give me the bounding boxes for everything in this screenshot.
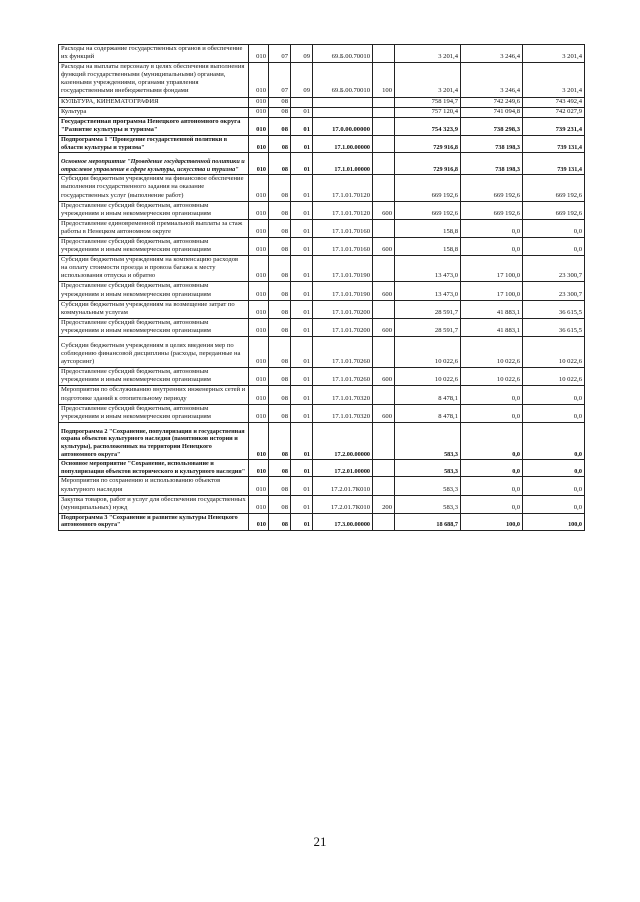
row-name: Предоставление единовременной премиальной выплаты за стаж работы в Ненецком автономном округе <box>59 219 249 237</box>
table-row <box>59 495 585 513</box>
row-section: 08 <box>269 422 291 459</box>
row-amount-year-1: 583,3 <box>395 477 461 495</box>
row-subsection: 01 <box>291 477 313 495</box>
row-subsection: 01 <box>291 117 313 135</box>
row-amount-year-3: 23 300,7 <box>523 256 585 282</box>
row-expense-type: 600 <box>373 318 395 336</box>
row-expense-type: 600 <box>373 237 395 255</box>
row-subsection: 01 <box>291 153 313 175</box>
row-amount-year-2: 738 198,3 <box>461 153 523 175</box>
row-subsection: 01 <box>291 282 313 300</box>
table-row <box>59 318 585 336</box>
row-name: Субсидии бюджетным учреждениям в целях введения мер по соблюдению финансовой дисциплины (расходы, переданные на аутсорсинг) <box>59 337 249 368</box>
table-row <box>59 107 585 117</box>
row-target-article: 17.2.01.00000 <box>313 460 373 477</box>
row-name: Подпрограмма 1 "Проведение государственной политики в области культуры и туризма" <box>59 135 249 152</box>
row-amount-year-1: 583,3 <box>395 495 461 513</box>
row-amount-year-3: 10 022,6 <box>523 368 585 386</box>
row-amount-year-1: 758 194,7 <box>395 97 461 107</box>
row-expense-type <box>373 386 395 404</box>
row-expense-type <box>373 219 395 237</box>
row-amount-year-1: 28 591,7 <box>395 300 461 318</box>
budget-table-body <box>59 45 585 531</box>
table-row <box>59 219 585 237</box>
row-amount-year-3: 739 131,4 <box>523 135 585 152</box>
row-grbs: 010 <box>249 97 269 107</box>
row-amount-year-2: 0,0 <box>461 422 523 459</box>
row-amount-year-3: 739 131,4 <box>523 153 585 175</box>
table-row <box>59 460 585 477</box>
row-amount-year-2: 3 246,4 <box>461 63 523 97</box>
row-expense-type <box>373 300 395 318</box>
row-amount-year-2: 741 094,8 <box>461 107 523 117</box>
row-amount-year-2: 738 198,3 <box>461 135 523 152</box>
row-amount-year-1: 18 688,7 <box>395 513 461 530</box>
row-name: Расходы на содержание государственных органов и обеспечение их функций <box>59 45 249 63</box>
row-target-article: 17.1.01.70260 <box>313 337 373 368</box>
row-amount-year-3: 0,0 <box>523 477 585 495</box>
row-grbs: 010 <box>249 237 269 255</box>
row-grbs: 010 <box>249 386 269 404</box>
row-name: Основное мероприятие "Сохранение, использование и популяризация объектов исторического и культурного наследия" <box>59 460 249 477</box>
row-amount-year-1: 754 323,9 <box>395 117 461 135</box>
row-expense-type <box>373 175 395 201</box>
row-grbs: 010 <box>249 513 269 530</box>
row-section: 08 <box>269 175 291 201</box>
row-amount-year-1: 13 473,0 <box>395 256 461 282</box>
row-amount-year-1: 669 192,6 <box>395 201 461 219</box>
row-amount-year-2: 669 192,6 <box>461 175 523 201</box>
table-row <box>59 45 585 63</box>
row-section: 08 <box>269 337 291 368</box>
row-section: 08 <box>269 201 291 219</box>
row-amount-year-3: 100,0 <box>523 513 585 530</box>
row-target-article: 17.1.01.70160 <box>313 237 373 255</box>
row-section: 08 <box>269 495 291 513</box>
row-grbs: 010 <box>249 201 269 219</box>
row-amount-year-2: 100,0 <box>461 513 523 530</box>
row-subsection: 01 <box>291 237 313 255</box>
table-row <box>59 201 585 219</box>
row-target-article: 17.0.00.00000 <box>313 117 373 135</box>
row-section: 08 <box>269 219 291 237</box>
row-amount-year-3: 743 492,4 <box>523 97 585 107</box>
table-row <box>59 386 585 404</box>
row-section: 08 <box>269 460 291 477</box>
row-expense-type <box>373 460 395 477</box>
table-row <box>59 117 585 135</box>
row-amount-year-3: 0,0 <box>523 422 585 459</box>
table-row <box>59 513 585 530</box>
row-amount-year-2: 0,0 <box>461 460 523 477</box>
row-amount-year-3: 36 615,5 <box>523 318 585 336</box>
row-subsection: 01 <box>291 404 313 422</box>
row-subsection: 09 <box>291 63 313 97</box>
row-amount-year-2: 0,0 <box>461 477 523 495</box>
row-expense-type: 600 <box>373 404 395 422</box>
row-section: 08 <box>269 117 291 135</box>
row-target-article: 17.1.01.70320 <box>313 386 373 404</box>
row-expense-type: 100 <box>373 63 395 97</box>
row-name: Закупка товаров, работ и услуг для обеспечения государственных (муниципальных) нужд <box>59 495 249 513</box>
row-target-article: 17.1.00.00000 <box>313 135 373 152</box>
row-amount-year-3: 3 201,4 <box>523 63 585 97</box>
row-amount-year-3: 742 027,9 <box>523 107 585 117</box>
row-expense-type <box>373 153 395 175</box>
row-target-article: 17.1.01.70200 <box>313 300 373 318</box>
row-subsection: 01 <box>291 219 313 237</box>
row-amount-year-3: 0,0 <box>523 237 585 255</box>
row-amount-year-3: 36 615,5 <box>523 300 585 318</box>
row-target-article: 17.1.01.70120 <box>313 175 373 201</box>
row-section: 08 <box>269 300 291 318</box>
row-amount-year-2: 17 100,0 <box>461 282 523 300</box>
row-grbs: 010 <box>249 63 269 97</box>
row-subsection: 01 <box>291 300 313 318</box>
row-section: 08 <box>269 135 291 152</box>
row-amount-year-2: 17 100,0 <box>461 256 523 282</box>
row-target-article: 17.1.01.70190 <box>313 256 373 282</box>
row-section: 08 <box>269 107 291 117</box>
row-section: 08 <box>269 404 291 422</box>
page-number: 21 <box>313 834 327 849</box>
row-expense-type: 600 <box>373 201 395 219</box>
row-amount-year-1: 729 916,8 <box>395 153 461 175</box>
table-row <box>59 237 585 255</box>
table-row <box>59 256 585 282</box>
row-subsection: 01 <box>291 107 313 117</box>
row-grbs: 010 <box>249 256 269 282</box>
row-grbs: 010 <box>249 175 269 201</box>
row-grbs: 010 <box>249 153 269 175</box>
row-grbs: 010 <box>249 460 269 477</box>
row-amount-year-2: 0,0 <box>461 386 523 404</box>
row-amount-year-2: 41 883,1 <box>461 318 523 336</box>
row-name: Предоставление субсидий бюджетным, автономным учреждениям и иным некоммерческим организациям <box>59 201 249 219</box>
budget-table-container <box>58 44 584 531</box>
table-row <box>59 337 585 368</box>
row-name: Подпрограмма 2 "Сохранение, популяризация и государственная охрана объектов культурного наследия (памятников истории и культуры), расположенных на территории Ненецкого автономного округа" <box>59 422 249 459</box>
row-amount-year-1: 583,3 <box>395 460 461 477</box>
row-amount-year-1: 28 591,7 <box>395 318 461 336</box>
row-expense-type <box>373 337 395 368</box>
row-subsection: 01 <box>291 256 313 282</box>
row-amount-year-1: 757 120,4 <box>395 107 461 117</box>
row-name: Предоставление субсидий бюджетным, автономным учреждениям и иным некоммерческим организациям <box>59 237 249 255</box>
row-amount-year-2: 0,0 <box>461 404 523 422</box>
row-name: Государственная программа Ненецкого автономного округа "Развитие культуры и туризма" <box>59 117 249 135</box>
row-expense-type <box>373 117 395 135</box>
row-amount-year-3: 0,0 <box>523 404 585 422</box>
row-grbs: 010 <box>249 300 269 318</box>
row-target-article: 17.1.01.70190 <box>313 282 373 300</box>
row-name: Мероприятия по сохранению и использованию объектов культурного наследия <box>59 477 249 495</box>
row-expense-type <box>373 45 395 63</box>
row-section: 08 <box>269 368 291 386</box>
row-subsection: 01 <box>291 175 313 201</box>
table-row <box>59 282 585 300</box>
row-amount-year-1: 583,3 <box>395 422 461 459</box>
row-subsection: 01 <box>291 422 313 459</box>
row-grbs: 010 <box>249 282 269 300</box>
row-grbs: 010 <box>249 368 269 386</box>
row-target-article: 17.1.01.70120 <box>313 201 373 219</box>
row-amount-year-2: 10 022,6 <box>461 337 523 368</box>
row-amount-year-2: 0,0 <box>461 219 523 237</box>
table-row <box>59 404 585 422</box>
table-row <box>59 368 585 386</box>
row-amount-year-1: 8 478,1 <box>395 404 461 422</box>
row-amount-year-3: 0,0 <box>523 460 585 477</box>
row-amount-year-2: 41 883,1 <box>461 300 523 318</box>
row-amount-year-1: 8 478,1 <box>395 386 461 404</box>
row-subsection: 01 <box>291 337 313 368</box>
row-name: Субсидии бюджетным учреждениям на компенсацию расходов на оплату стоимости проезда и провоза багажа к месту использования отпуска и обратно <box>59 256 249 282</box>
row-grbs: 010 <box>249 495 269 513</box>
row-name: Субсидии бюджетным учреждениям на возмещение затрат по коммунальным услугам <box>59 300 249 318</box>
row-expense-type <box>373 477 395 495</box>
row-section: 08 <box>269 256 291 282</box>
table-row <box>59 175 585 201</box>
row-section: 08 <box>269 282 291 300</box>
row-expense-type: 600 <box>373 282 395 300</box>
row-expense-type <box>373 135 395 152</box>
row-target-article: 17.2.01.7К010 <box>313 495 373 513</box>
row-name: Предоставление субсидий бюджетным, автономным учреждениям и иным некоммерческим организациям <box>59 368 249 386</box>
row-amount-year-3: 0,0 <box>523 219 585 237</box>
row-target-article <box>313 107 373 117</box>
row-amount-year-3: 739 231,4 <box>523 117 585 135</box>
row-amount-year-1: 158,8 <box>395 237 461 255</box>
row-amount-year-2: 738 298,3 <box>461 117 523 135</box>
row-target-article: 17.2.01.7К010 <box>313 477 373 495</box>
row-expense-type: 200 <box>373 495 395 513</box>
row-grbs: 010 <box>249 117 269 135</box>
row-amount-year-1: 10 022,6 <box>395 368 461 386</box>
row-amount-year-3: 10 022,6 <box>523 337 585 368</box>
row-amount-year-1: 3 201,4 <box>395 63 461 97</box>
table-row <box>59 477 585 495</box>
row-amount-year-3: 669 192,6 <box>523 175 585 201</box>
table-row <box>59 97 585 107</box>
row-amount-year-2: 0,0 <box>461 237 523 255</box>
row-expense-type: 600 <box>373 368 395 386</box>
row-section: 08 <box>269 513 291 530</box>
row-target-article: 17.1.01.70200 <box>313 318 373 336</box>
row-grbs: 010 <box>249 422 269 459</box>
row-amount-year-2: 0,0 <box>461 495 523 513</box>
table-row <box>59 135 585 152</box>
row-amount-year-3: 0,0 <box>523 495 585 513</box>
row-name: Расходы на выплаты персоналу в целях обеспечения выполнения функций государственными (муниципальными) органами, казенными учреждениями, органами управления государственными внебюджетными фондами <box>59 63 249 97</box>
budget-table <box>58 44 585 531</box>
row-expense-type <box>373 256 395 282</box>
row-section: 08 <box>269 318 291 336</box>
row-subsection: 01 <box>291 386 313 404</box>
row-amount-year-3: 23 300,7 <box>523 282 585 300</box>
row-subsection <box>291 97 313 107</box>
row-grbs: 010 <box>249 219 269 237</box>
row-target-article: 69.Б.00.70010 <box>313 45 373 63</box>
row-subsection: 01 <box>291 135 313 152</box>
row-name: Предоставление субсидий бюджетным, автономным учреждениям и иным некоммерческим организациям <box>59 282 249 300</box>
row-target-article: 17.3.00.00000 <box>313 513 373 530</box>
row-name: Предоставление субсидий бюджетным, автономным учреждениям и иным некоммерческим организациям <box>59 404 249 422</box>
row-subsection: 01 <box>291 201 313 219</box>
row-amount-year-1: 13 473,0 <box>395 282 461 300</box>
row-section: 08 <box>269 477 291 495</box>
row-amount-year-1: 158,8 <box>395 219 461 237</box>
row-name: Культура <box>59 107 249 117</box>
row-amount-year-1: 669 192,6 <box>395 175 461 201</box>
row-expense-type <box>373 97 395 107</box>
row-target-article: 17.2.00.00000 <box>313 422 373 459</box>
row-expense-type <box>373 422 395 459</box>
row-section: 08 <box>269 153 291 175</box>
row-target-article: 17.1.01.70320 <box>313 404 373 422</box>
table-row <box>59 422 585 459</box>
row-subsection: 01 <box>291 318 313 336</box>
row-amount-year-2: 669 192,6 <box>461 201 523 219</box>
table-row <box>59 63 585 97</box>
row-subsection: 01 <box>291 495 313 513</box>
row-name: Субсидии бюджетным учреждениям на финансовое обеспечение выполнения государственного задания на оказание государственных услуг (выполнение работ) <box>59 175 249 201</box>
row-target-article: 69.Б.00.70010 <box>313 63 373 97</box>
row-subsection: 01 <box>291 460 313 477</box>
row-grbs: 010 <box>249 404 269 422</box>
row-section: 07 <box>269 45 291 63</box>
row-grbs: 010 <box>249 477 269 495</box>
row-amount-year-2: 10 022,6 <box>461 368 523 386</box>
row-subsection: 01 <box>291 513 313 530</box>
row-amount-year-1: 10 022,6 <box>395 337 461 368</box>
row-amount-year-1: 729 916,8 <box>395 135 461 152</box>
row-grbs: 010 <box>249 45 269 63</box>
row-expense-type <box>373 107 395 117</box>
row-name: КУЛЬТУРА, КИНЕМАТОГРАФИЯ <box>59 97 249 107</box>
table-row <box>59 300 585 318</box>
row-name: Подпрограмма 3 "Сохранение и развитие культуры Ненецкого автономного округа" <box>59 513 249 530</box>
row-name: Основное мероприятие "Проведение государственной политики и отраслевое управление в сфере культуры, искусства и туризма" <box>59 153 249 175</box>
row-section: 08 <box>269 237 291 255</box>
row-section: 07 <box>269 63 291 97</box>
row-target-article: 17.1.01.70160 <box>313 219 373 237</box>
row-section: 08 <box>269 97 291 107</box>
row-name: Предоставление субсидий бюджетным, автономным учреждениям и иным некоммерческим организациям <box>59 318 249 336</box>
row-section: 08 <box>269 386 291 404</box>
row-grbs: 010 <box>249 135 269 152</box>
row-grbs: 010 <box>249 107 269 117</box>
row-target-article: 17.1.01.00000 <box>313 153 373 175</box>
row-expense-type <box>373 513 395 530</box>
row-name: Мероприятия по обслуживанию внутренних инженерных сетей и подготовке зданий к отопительному периоду <box>59 386 249 404</box>
row-subsection: 09 <box>291 45 313 63</box>
row-grbs: 010 <box>249 318 269 336</box>
table-row <box>59 153 585 175</box>
row-amount-year-3: 669 192,6 <box>523 201 585 219</box>
row-amount-year-3: 3 201,4 <box>523 45 585 63</box>
row-amount-year-2: 3 246,4 <box>461 45 523 63</box>
row-amount-year-1: 3 201,4 <box>395 45 461 63</box>
row-amount-year-3: 0,0 <box>523 386 585 404</box>
row-target-article: 17.1.01.70260 <box>313 368 373 386</box>
row-subsection: 01 <box>291 368 313 386</box>
row-grbs: 010 <box>249 337 269 368</box>
row-amount-year-2: 742 249,6 <box>461 97 523 107</box>
row-target-article <box>313 97 373 107</box>
